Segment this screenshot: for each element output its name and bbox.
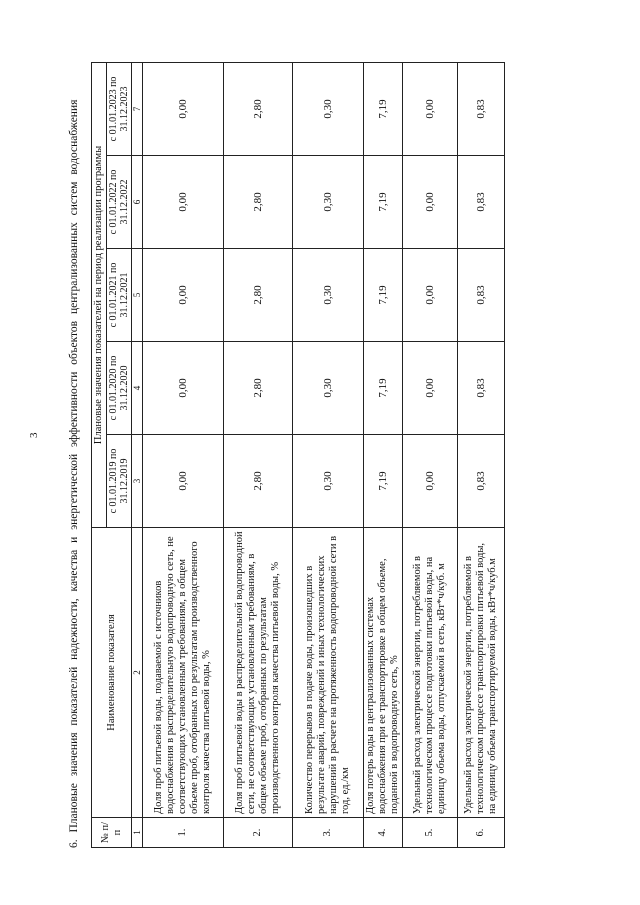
value-cell: 0,30	[293, 342, 364, 435]
index-cell: 4	[132, 342, 143, 435]
value-cell: 0,00	[403, 156, 458, 249]
header-index-row	[132, 62, 143, 847]
value-cell: 0,00	[403, 435, 458, 528]
value-cell: 0,30	[293, 249, 364, 342]
value-cell: 7,19	[364, 62, 403, 155]
section-heading: 6. Плановые значения показателей надежности, качества и энергетической эффективности объектов централизованных систем водоснабжения	[68, 99, 80, 848]
value-cell: 0,83	[458, 342, 505, 435]
index-cell: 6	[132, 156, 143, 249]
header-group: Плановые значения показателей на период реализации программы	[92, 62, 107, 527]
header-row-1	[92, 62, 107, 847]
indicator-name: Доля потерь воды в централизованных системах водоснабжения при ее транспортировке в общем объеме, поданной в водопроводную сеть, %	[364, 528, 403, 818]
table-row	[458, 62, 505, 847]
index-cell: 5	[132, 249, 143, 342]
value-cell: 2,80	[224, 156, 293, 249]
header-period-2019: с 01.01.2019 по 31.12.2019	[107, 435, 132, 528]
header-period-2022: с 01.01.2022 по 31.12.2022	[107, 156, 132, 249]
value-cell: 0,30	[293, 435, 364, 528]
value-cell: 2,80	[224, 249, 293, 342]
value-cell: 7,19	[364, 342, 403, 435]
indicator-name: Удельный расход электрической энергии, потребляемой в технологическом процессе транспортировки питьевой воды, на единицу объема транспортируемой воды, кВт*ч/куб.м	[458, 528, 505, 818]
row-number: 6.	[458, 818, 505, 848]
row-number: 5.	[403, 818, 458, 848]
row-number: 3.	[293, 818, 364, 848]
table-row	[403, 62, 458, 847]
value-cell: 0,00	[143, 435, 224, 528]
table-row	[293, 62, 364, 847]
indicator-name: Удельный расход электрической энергии, потребляемой в технологическом процессе подготовки питьевой воды, на единицу объема воды, отпускаемой в сеть, кВт*ч/куб. м	[403, 528, 458, 818]
value-cell: 0,83	[458, 62, 505, 155]
value-cell: 2,80	[224, 435, 293, 528]
value-cell: 0,30	[293, 156, 364, 249]
indicator-name: Доля проб питьевой воды в распределительной водопроводной сети, не соответствующих установленным требованиям, в общем объеме проб, отобранных по результатам производственного контроля качества питьевой воды, %	[224, 528, 293, 818]
value-cell: 0,00	[403, 342, 458, 435]
value-cell: 2,80	[224, 342, 293, 435]
value-cell: 7,19	[364, 249, 403, 342]
index-cell: 1	[132, 818, 143, 848]
value-cell: 0,83	[458, 249, 505, 342]
value-cell: 0,00	[143, 62, 224, 155]
header-name: Наименование показателя	[92, 528, 132, 818]
value-cell: 2,80	[224, 62, 293, 155]
rotated-page-content	[68, 63, 628, 848]
value-cell: 0,83	[458, 435, 505, 528]
value-cell: 0,00	[143, 342, 224, 435]
header-no: № п/п	[92, 818, 132, 848]
table-row	[224, 62, 293, 847]
value-cell: 0,30	[293, 62, 364, 155]
value-cell: 0,00	[143, 249, 224, 342]
header-period-2020: с 01.01.2020 по 31.12.2020	[107, 342, 132, 435]
index-cell: 2	[132, 528, 143, 818]
table-row	[364, 62, 403, 847]
indicator-name: Доля проб питьевой воды, подаваемой с источников водоснабжения в распределительную водопроводную сеть, не соответствующих установленным требованиям, в общем объеме проб, отобранных по результатам производственного контроля качества питьевой воды, %	[143, 528, 224, 818]
row-number: 1.	[143, 818, 224, 848]
value-cell: 0,00	[403, 249, 458, 342]
value-cell: 0,00	[403, 62, 458, 155]
value-cell: 0,00	[143, 156, 224, 249]
value-cell: 7,19	[364, 156, 403, 249]
header-period-2023: с 01.01.2023 по 31.12.2023	[107, 62, 132, 155]
row-number: 2.	[224, 818, 293, 848]
indicators-table	[91, 62, 505, 848]
table-row	[143, 62, 224, 847]
page-number: 3	[28, 432, 40, 438]
indicator-name: Количество перерывов в подаче воды, произошедших в результате аварий, повреждений и иных технологических нарушений в расчете на протяженность водопроводной сети в год, ед./км	[293, 528, 364, 818]
value-cell: 7,19	[364, 435, 403, 528]
value-cell: 0,83	[458, 156, 505, 249]
index-cell: 3	[132, 435, 143, 528]
row-number: 4.	[364, 818, 403, 848]
index-cell: 7	[132, 62, 143, 155]
header-period-2021: с 01.01.2021 по 31.12.2021	[107, 249, 132, 342]
